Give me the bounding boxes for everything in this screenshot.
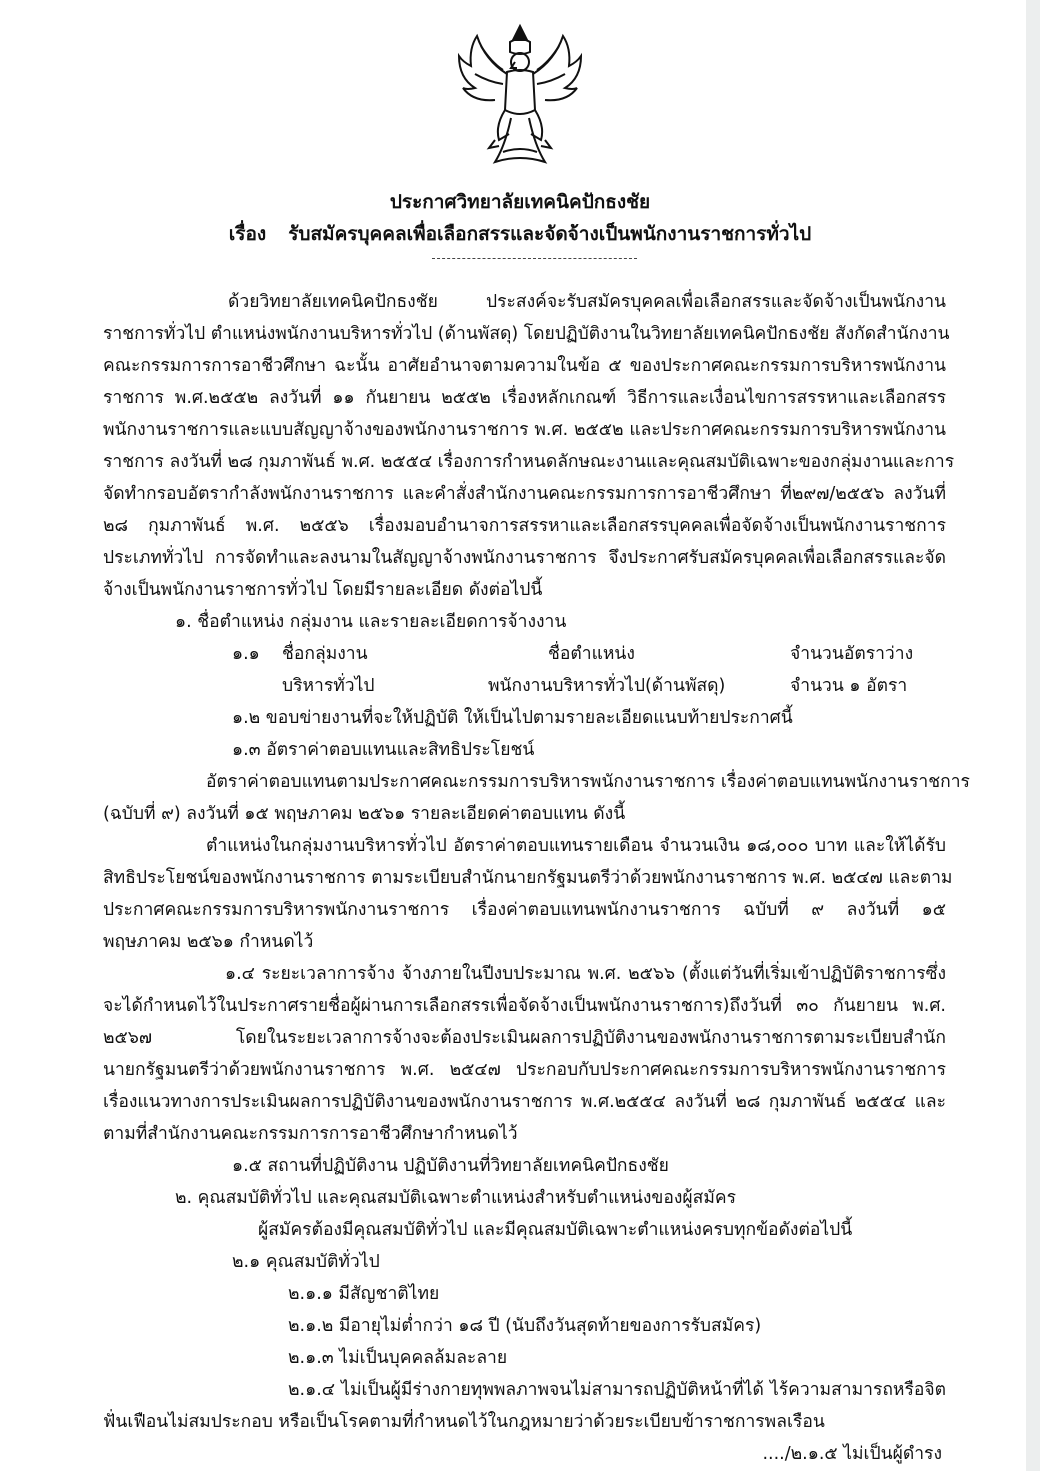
- qualification-item: ๒.๑.๓ ไม่เป็นบุคคลล้มละลาย: [288, 1348, 508, 1368]
- qualification-item: ฟั่นเฟือนไม่สมประกอบ หรือเป็นโรคตามที่กำหนดไว้ในกฎหมายว่าด้วยระเบียบข้าราชการพลเรือน: [103, 1412, 825, 1432]
- section-2-1: ๒.๑ คุณสมบัติทั่วไป: [232, 1252, 380, 1272]
- intro-line: ราชการ พ.ศ.๒๕๕๒ ลงวันที่ ๑๑ กันยายน ๒๕๕๒ เรื่องหลักเกณฑ์ วิธีการและเงื่อนไขการสรรหาและเลือกสรร: [103, 388, 946, 408]
- salary-line: ประกาศคณะกรรมการบริหารพนักงานราชการ เรื่องค่าตอบแทนพนักงานราชการ ฉบับที่ ๙ ลงวันที่ ๑๕: [103, 900, 946, 920]
- document-title: ประกาศวิทยาลัยเทคนิคปักธงชัย: [389, 191, 651, 213]
- intro-line: ด้วยวิทยาลัยเทคนิคปักธงชัย ประสงค์จะรับสมัครบุคคลเพื่อเลือกสรรและจัดจ้างเป็นพนักงาน: [228, 292, 946, 312]
- subject-label: เรื่อง: [228, 223, 267, 245]
- term-line: เรื่องแนวทางการประเมินผลการปฏิบัติงานของพนักงานราชการ พ.ศ.๒๕๕๔ ลงวันที่ ๒๘ กุมภาพันธ์ ๒๕๕๔ และ: [103, 1092, 946, 1112]
- garuda-emblem-icon: [455, 22, 585, 172]
- section-2-intro: ผู้สมัครต้องมีคุณสมบัติทั่วไป และมีคุณสมบัติเฉพาะตำแหน่งครบทุกข้อดังต่อไปนี้: [258, 1220, 853, 1240]
- salary-line: สิทธิประโยชน์ของพนักงานราชการ ตามระเบียบสำนักนายกรัฐมนตรีว่าด้วยพนักงานราชการ พ.ศ. ๒๕๔๗ และตาม: [103, 868, 953, 888]
- intro-line: พนักงานราชการและแบบสัญญาจ้างของพนักงานราชการ พ.ศ. ๒๕๕๒ และประกาศคณะกรรมการบริหารพนักงาน: [103, 420, 946, 440]
- continuation-note: ..../๒.๑.๕ ไม่เป็นผู้ดำรง: [762, 1444, 942, 1464]
- table-cell-count: จำนวน ๑ อัตรา: [790, 676, 908, 696]
- section-1-heading: ๑. ชื่อตำแหน่ง กลุ่มงาน และรายละเอียดการจ้างงาน: [175, 612, 567, 632]
- qualification-item: ๒.๑.๒ มีอายุไม่ต่ำกว่า ๑๘ ปี (นับถึงวันสุดท้ายของการรับสมัคร): [288, 1316, 762, 1336]
- qualification-item: ๒.๑.๔ ไม่เป็นผู้มีร่างกายทุพพลภาพจนไม่สามารถปฏิบัติหน้าที่ได้ ไร้ความสามารถหรือจิต: [288, 1380, 946, 1400]
- table-header-position: ชื่อตำแหน่ง: [548, 644, 635, 664]
- section-1-2: ๑.๒ ขอบข่ายงานที่จะให้ปฏิบัติ ให้เป็นไปตามรายละเอียดแนบท้ายประกาศนี้: [232, 708, 793, 728]
- title-rule: [432, 258, 637, 259]
- term-line: ตามที่สำนักงานคณะกรรมการการอาชีวศึกษากำหนดไว้: [103, 1124, 518, 1144]
- section-2-heading: ๒. คุณสมบัติทั่วไป และคุณสมบัติเฉพาะตำแหน่งสำหรับตำแหน่งของผู้สมัคร: [175, 1188, 736, 1208]
- document-subject: [0, 219, 1040, 249]
- intro-line: จ้างเป็นพนักงานราชการทั่วไป โดยมีรายละเอียด ดังต่อไปนี้: [103, 580, 543, 600]
- intro-line: ราชการทั่วไป ตำแหน่งพนักงานบริหารทั่วไป (ด้านพัสดุ) โดยปฏิบัติงานในวิทยาลัยเทคนิคปักธงชัย สังกัดสำนักงาน: [103, 324, 950, 344]
- intro-line: ประเภททั่วไป การจัดทำและลงนามในสัญญาจ้างพนักงานราชการ จึงประกาศรับสมัครบุคคลเพื่อเลือกสรรและจัด: [103, 548, 946, 568]
- section-1-5: ๑.๕ สถานที่ปฏิบัติงาน ปฏิบัติงานที่วิทยาลัยเทคนิคปักธงชัย: [232, 1156, 669, 1176]
- term-line: ๑.๔ ระยะเวลาการจ้าง จ้างภายในปีงบประมาณ พ.ศ. ๒๕๖๖ (ตั้งแต่วันที่เริ่มเข้าปฏิบัติราชการซึ่ง: [225, 964, 946, 984]
- table-cell-group: บริหารทั่วไป: [282, 676, 375, 696]
- term-line: จะได้กำหนดไว้ในประกาศรายชื่อผู้ผ่านการเลือกสรรเพื่อจัดจ้างเป็นพนักงานราชการ)ถึงวันที่ ๓๐ กันยายน พ.ศ.: [103, 996, 946, 1016]
- pay-line: อัตราค่าตอบแทนตามประกาศคณะกรรมการบริหารพนักงานราชการ เรื่องค่าตอบแทนพนักงานราชการ: [206, 772, 970, 792]
- salary-line: ตำแหน่งในกลุ่มงานบริหารทั่วไป อัตราค่าตอบแทนรายเดือน จำนวนเงิน ๑๘,๐๐๐ บาท และให้ได้รับ: [206, 836, 946, 856]
- section-1-3: ๑.๓ อัตราค่าตอบแทนและสิทธิประโยชน์: [232, 740, 535, 760]
- subject-text: รับสมัครบุคคลเพื่อเลือกสรรและจัดจ้างเป็นพนักงานราชการทั่วไป: [288, 223, 812, 245]
- table-item-number: ๑.๑: [232, 644, 260, 664]
- term-line: ๒๕๖๗ โดยในระยะเวลาการจ้างจะต้องประเมินผลการปฏิบัติงานของพนักงานราชการตามระเบียบสำนัก: [103, 1028, 946, 1048]
- table-cell-position: พนักงานบริหารทั่วไป(ด้านพัสดุ): [488, 676, 726, 696]
- pay-line: (ฉบับที่ ๙) ลงวันที่ ๑๕ พฤษภาคม ๒๕๖๑ รายละเอียดค่าตอบแทน ดังนี้: [103, 804, 626, 824]
- salary-line: พฤษภาคม ๒๕๖๑ กำหนดไว้: [103, 932, 314, 952]
- intro-line: จัดทำกรอบอัตรากำลังพนักงานราชการ และคำสั่งสำนักงานคณะกรรมการการอาชีวศึกษา ที่๒๙๗/๒๕๕๖ ลงวันที่: [103, 484, 946, 504]
- intro-line: ราชการ ลงวันที่ ๒๘ กุมภาพันธ์ พ.ศ. ๒๕๕๔ เรื่องการกำหนดลักษณะงานและคุณสมบัติเฉพาะของกลุ่มงานและการ: [103, 452, 955, 472]
- term-line: นายกรัฐมนตรีว่าด้วยพนักงานราชการ พ.ศ. ๒๕๔๗ ประกอบกับประกาศคณะกรรมการบริหารพนักงานราชการ: [103, 1060, 946, 1080]
- qualification-item: ๒.๑.๑ มีสัญชาติไทย: [288, 1284, 440, 1304]
- table-header-group: ชื่อกลุ่มงาน: [282, 644, 368, 664]
- intro-line: ๒๘ กุมภาพันธ์ พ.ศ. ๒๕๕๖ เรื่องมอบอำนาจการสรรหาและเลือกสรรบุคคลเพื่อจัดจ้างเป็นพนักงานราชการ: [103, 516, 946, 536]
- table-header-count: จำนวนอัตราว่าง: [790, 644, 914, 664]
- intro-line: คณะกรรมการการอาชีวศึกษา ฉะนั้น อาศัยอำนาจตามความในข้อ ๕ ของประกาศคณะกรรมการบริหารพนักงาน: [103, 356, 946, 376]
